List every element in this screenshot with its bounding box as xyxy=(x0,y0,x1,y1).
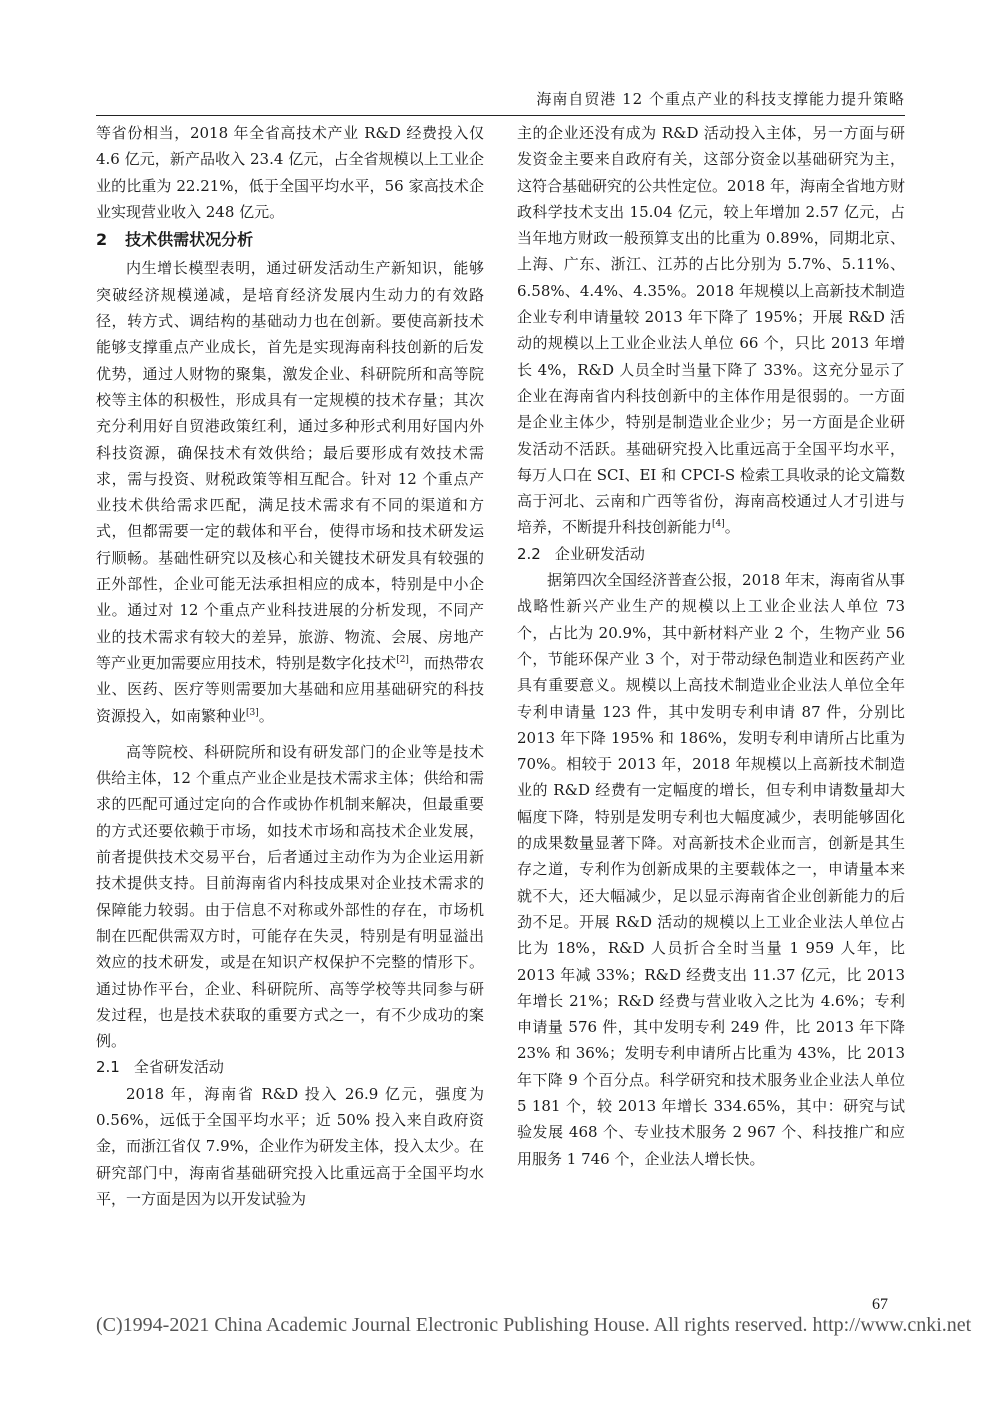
running-header: 海南自贸港 12 个重点产业的科技支撑能力提升策略 xyxy=(96,88,905,116)
paragraph-continued: 等省份相当，2018 年全省高技术产业 R&D 经费投入仅 4.6 亿元，新产品收入 23.4 亿元，占全省规模以上工业企业的比重为 22.21%，低于全国平均水平，56 家高技术企业实现营业收入 248 亿元。 xyxy=(96,124,484,221)
paragraph: 据第四次全国经济普查公报，2018 年末，海南省从事战略性新兴产业生产的规模以上工业企业法人单位 73 个，占比为 20.9%，其中新材料产业 2 个，生物产业 56 个，节能环保产业 3 个，对于带动绿色制造业和医药产业具有重要意义。规模以上高技术制造业企业法人单位全年专利申请量 123 件，其中发明专利申请 87 件，分别比 2013 年下降 195% 和 186%，发明专利申请所占比重为 70%。相较于 2013 年，2018 年规模以上高新技术制造业的 R&D 经费有一定幅度的增长，但专利申请数量却大幅度下降，特别是发明专利也大幅度减少，表明能够固化的成果数量显著下降。对高新技术企业而言，创新是其生存之道，专利作为创新成果的主要载体之一，申请量本来就不大，还大幅减少，足以显示海南省企业创新能力的后劲不足。开展 R&D 活动的规模以上工业企业法人单位占比为 18%，R&D 人员折合全时当量 1 959 人年，比 2013 年减 33%；R&D 经费支出 11.37 亿元，比 2013 年增长 21%；R&D 经费与营业收入之比为 4.6%；专利申请量 576 件，其中发明专利 249 件，比 2013 年下降 23% 和 36%；发明专利申请所占比重为 43%，比 2013 年下降 9 个百分点。科学研究和技术服务业企业法人单位 5 181 个，较 2013 年增长 334.65%，其中：研究与试验发展 468 个、专业技术服务 2 967 个、科技推广和应用服务 1 746 个，企业法人增长快。 xyxy=(517,571,905,1168)
paragraph-text: ，而热带农业、医药、医疗等则需要加大基础和应用基础研究的科技资源投入，如南繁种业 xyxy=(96,653,484,725)
paragraph-continued xyxy=(517,120,905,541)
subsection-heading xyxy=(96,1054,484,1080)
paragraph-text: 内生增长模型表明，通过研发活动生产新知识，能够突破经济规模递减，是培育经济发展内生动力的有效路径，转方式、调结构的基础动力也在创新。要使高新技术能够支撑重点产业成长，首先是实现海南科技创新的后发优势，通过人财物的聚集，激发企业、科研院所和高等院校等主体的积极性，形成具有一定规模的技术存量；其次充分利用好自贸港政策红利，通过多种形式利用好国内外科技资源，确保技术有效供给；最后要形成有效技术需求，需与投资、财税政策等相互配合。针对 12 个重点产业技术供给需求匹配，满足技术需求有不同的渠道和方式，但都需要一定的载体和平台，使得市场和技术研发运行顺畅。基础性研究以及核心和关键技术研发具有较强的正外部性，企业可能无法承担相应的成本，特别是中小企业。通过对 12 个重点产业科技进展的分析发现，不同产业的技术需求有较大的差异，旅游、物流、会展、房地产等产业更加需要应用技术，特别是数字化技术 xyxy=(96,259,484,672)
subsection-heading xyxy=(517,541,905,567)
section-number: 2 xyxy=(96,230,108,250)
paragraph: 高等院校、科研院所和设有研发部门的企业等是技术供给主体，12 个重点产业企业是技术需求主体；供给和需求的匹配可通过定向的合作或协作机制来解决，但最重要的方式还要依赖于市场，如技术市场和高技术企业发展，前者提供技术交易平台，后者通过主动作为为企业运用新技术提供支持。目前海南省内科技成果对企业技术需求的保障能力较弱。由于信息不对称或外部性的存在，市场机制在匹配供需双方时，可能存在失灵，特别是有明显溢出效应的技术研发，或是在知识产权保护不完整的情形下。通过协作平台，企业、科研院所、高等学校等共同参与研发过程，也是技术获取的重要方式之一，有不少成功的案例。 xyxy=(96,742,484,1051)
paragraph-text: 。 xyxy=(724,518,740,537)
paragraph-text: 主的企业还没有成为 R&D 活动投入主体，另一方面与研发资金主要来自政府有关，这部分资金以基础研究为主，这符合基础研究的公共性定位。2018 年，海南全省地方财政科学技术支出 15.04 亿元，较上年增加 2.57 亿元，占当年地方财政一般预算支出的比重为 0.89%，同期北京、上海、广东、浙江、江苏的占比分别为 5.7%、5.11%、6.58%、4.4%、4.35%。2018 年规模以上高新技术制造企业专利申请量较 2013 年下降了 195%；开展 R&D 活动的规模以上工业企业法人单位 66 个，只比 2013 年增长 4%，R&D 人员全时当量下降了 33%。这充分显示了企业在海南省内科技创新中的主体作用是很弱的。一方面是企业主体少，特别是制造业企业少；另一方面是企业研发活动不活跃。基础研究投入比重远高于全国平均水平，每万人口在 SCI、EI 和 CPCI-S 检索工具收录的论文篇数高于河北、云南和广西等省份，海南高校通过人才引进与培养，不断提升科技创新能力 xyxy=(517,124,905,537)
citation-ref: [2] xyxy=(396,654,409,665)
paragraph-text: 。 xyxy=(258,706,274,725)
subsection-title: 全省研发活动 xyxy=(133,1058,224,1077)
section-title: 技术供需状况分析 xyxy=(125,230,254,250)
section-heading xyxy=(96,227,484,253)
copyright-notice: (C)1994-2021 China Academic Journal Electronic Publishing House. All rights reserved. http://www.cnki.net xyxy=(96,1314,972,1336)
right-column xyxy=(517,120,905,1172)
citation-ref: [3] xyxy=(246,707,259,718)
citation-ref: [4] xyxy=(712,519,725,530)
subsection-title: 企业研发活动 xyxy=(554,544,645,563)
paragraph xyxy=(96,255,484,728)
left-column xyxy=(96,120,484,1212)
subsection-number: 2.1 xyxy=(96,1058,120,1077)
page-number: 67 xyxy=(872,1296,888,1313)
paragraph: 2018 年，海南省 R&D 投入 26.9 亿元，强度为 0.56%，远低于全国平均水平；近 50% 投入来自政府资金，而浙江省仅 7.9%，企业作为研发主体，投入太少。在研究部门中，海南省基础研究投入比重远高于全国平均水平，一方面是因为以开发试验为 xyxy=(96,1084,484,1208)
subsection-number: 2.2 xyxy=(517,544,541,563)
